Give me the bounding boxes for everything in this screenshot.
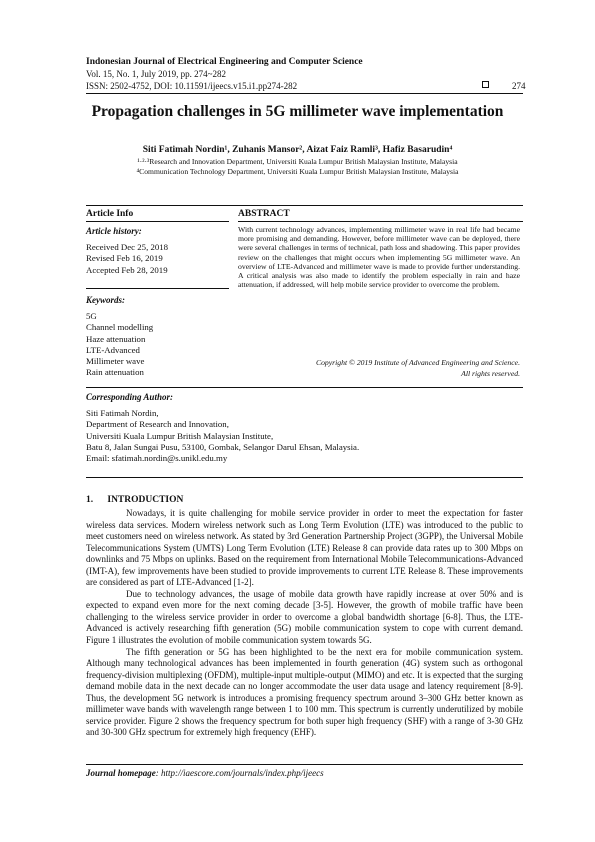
affiliation-1: ¹·²·³Research and Innovation Department, Universiti Kuala Lumpur British Malaysian Institute, Malaysia [137,157,458,166]
keyword: 5G [86,311,97,321]
author-department: Department of Research and Innovation, [86,419,229,430]
journal-name: Indonesian Journal of Electrical Engineering and Computer Science [86,57,363,67]
affiliation-2: ⁴Communication Technology Department, Universiti Kuala Lumpur British Malaysian Institute, Malaysia [136,167,459,176]
info-bottom-rule [86,387,523,388]
paragraph: Nowadays, it is quite challenging for mobile service provider in order to meet the expectation for faster wireless data services. Modern wireless network such as Long Term Evolution (LTE) was introduced to the public to meet customers need on wireless network. As stated by 3rd Generation Partnership Project (3GPP), the Universal Mobile Telecommunications System (UMTS) Long Term Evolution (LTE) Release 8 can provide data rates up to 300 Mbps on downlinks and 75 Mbps on uplinks. Based on the requirement from International Mobile Telecommunications-Advanced (IMT-A), few improvements have been studied to provide improvements to current LTE Release 8. These improvements are considered as part of LTE-Advanced [1-2]. [86,508,523,588]
journal-volume: Vol. 15, No. 1, July 2019, pp. 274~282 [86,69,226,79]
section-heading: 1. INTRODUCTION [86,495,184,505]
abstract-text: With current technology advances, implementing millimeter wave in real life had became more promising and demanding. However, before millimeter wave can be deployed, there were several challenges in terms of technical, path loss and shadowing. This paper provides review on the challenges that might occurs when implementing 5G millimeter wave. An overview of LTE-Advanced and millimeter wave is made to provide further understanding. A critical analysis was also made to identify the problem especially in rain and haze attenuation, if addressed, will help mobile service provider to overcome the problem. [238,225,520,290]
paragraph: The fifth generation or 5G has been highlighted to be the next era for mobile communication system. Although many technological advances has been implemented in fourth generation (4G) system such as orthogonal frequency-division multiplexing (OFDM), multiple-input multiple-output (MIMO) and etc. It is expected that the surging demand mobile data in the next decade can no longer accommodate the user data usage and latency requirement [8-9]. Thus, the development 5G network is introduces a promising frequency spectrum around 3–300 GHz better known as millimeter wave bands with wavelength range between 1 to 100 mm. This spectrum is currently underutilized by mobile service provider. Figure 2 shows the frequency spectrum for both super high frequency (SHF) with a range of 3-30 GHz and 30-300 GHz spectrum for extremely high frequency (EHF). [86,646,524,738]
info-top-rule [86,205,523,206]
copyright-notice [238,357,520,379]
corresponding-author-label: Corresponding Author: [86,392,173,402]
history-received: Received Dec 25, 2018 [86,242,169,252]
page-box-icon [482,81,489,88]
header-rule [86,93,523,94]
paragraph: Due to technology advances, the usage of mobile data growth have rapidly increase at over 50% and is expected to expand even more for the next coming decade [3-5]. However, the growth of mobile traffic have been challenging to the wireless service provider in order to overcome a global bandwidth shortage [6-8]. Thus, the LTE-Advanced is actively researching fifth generation (5G) mobile communication system to cope with current demand. Figure 1 illustrates the evolution of mobile communication system towards 5G. [86,588,523,646]
homepage-label: Journal homepage [86,768,156,778]
history-revised: Revised Feb 16, 2019 [86,253,163,264]
article-history-label: Article history: [86,226,142,236]
article-info-heading: Article Info [86,209,134,219]
keyword: Millimeter wave [86,356,145,367]
article-history-list [86,242,168,276]
keywords-list [86,311,153,379]
abstract-heading-rule [238,221,523,222]
keyword: Rain attenuation [86,367,144,378]
abstract-heading: ABSTRACT [238,209,290,219]
keywords-label: Keywords: [86,295,125,305]
paper-title: Propagation challenges in 5G millimeter wave implementation [91,103,504,120]
author-address: Batu 8, Jalan Sungai Pusu, 53100, Gombak, Selangor Darul Ehsan, Malaysia. [86,441,360,452]
copyright-line-1: Copyright © 2019 Institute of Advanced Engineering and Science. [315,358,520,367]
copyright-line-2: All rights reserved. [461,369,520,378]
info-heading-rule [86,221,229,222]
footer-rule [86,764,523,765]
author-email: Email: sfatimah.nordin@s.unikl.edu.my [86,453,228,464]
author-name: Siti Fatimah Nordin, [86,408,159,418]
author-institution: Universiti Kuala Lumpur British Malaysian Institute, [86,430,274,441]
journal-homepage [86,768,324,778]
keyword: Haze attenuation [86,333,146,344]
homepage-link[interactable]: : http://iaescore.com/journals/index.php/ijeecs [155,768,324,778]
keyword: LTE-Advanced [86,344,140,355]
section-body [86,508,523,739]
history-rule [86,288,229,289]
author-list: Siti Fatimah Nordin¹, Zuhanis Mansor², Aizat Faiz Ramli³, Hafiz Basarudin⁴ [142,145,453,155]
corresponding-author-details [86,408,359,464]
journal-issn-doi: ISSN: 2502-4752, DOI: 10.11591/ijeecs.v15.i1.pp274-282 [86,81,298,91]
history-accepted: Accepted Feb 28, 2019 [86,264,168,275]
corresponding-bottom-rule [86,477,523,478]
page-number: 274 [512,81,526,91]
keyword: Channel modelling [86,322,154,333]
